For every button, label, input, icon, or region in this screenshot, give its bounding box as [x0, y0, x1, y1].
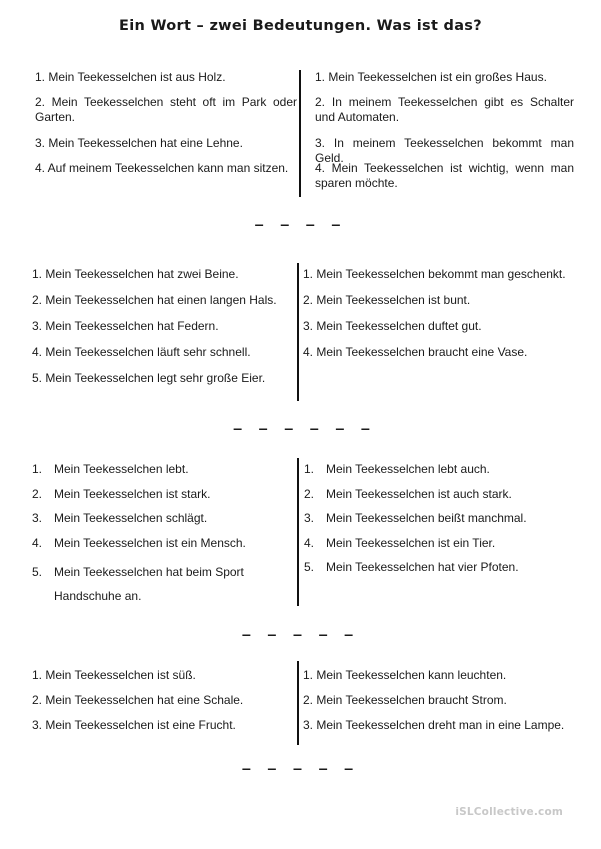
clue-line: 3. Mein Teekesselchen hat Federn. [32, 319, 219, 333]
clue-line: 4. Mein Teekesselchen ist wichtig, wenn man sparen möchte. [315, 161, 574, 190]
answer-blanks: _ _ _ _ _ [242, 751, 359, 770]
clue-line: 2. Mein Teekesselchen steht oft im Park oder Garten. [35, 95, 297, 124]
clue-number: 5. [32, 565, 43, 579]
clue-number: 3. [32, 511, 43, 525]
clue-line [32, 536, 292, 551]
clue-number: 4. [32, 536, 43, 550]
answer-blanks: _ _ _ _ [255, 207, 346, 226]
clue-number: 2. [304, 487, 315, 501]
clue-number: 5. [304, 560, 315, 574]
clue-line: 4. Mein Teekesselchen läuft sehr schnell. [32, 345, 251, 359]
clue-number: 4. [304, 536, 315, 550]
clue-text: Mein Teekesselchen lebt auch. [326, 462, 490, 476]
clue-line: 1. Mein Teekesselchen ist süß. [32, 668, 196, 682]
clue-line: 4. Auf meinem Teekesselchen kann man sitzen. [35, 161, 289, 175]
watermark: iSLCollective.com [455, 806, 563, 818]
clue-line: 3. In meinem Teekesselchen bekommt man Geld. [315, 136, 574, 165]
clue-text: Mein Teekesselchen hat beim Sport Handschuhe an. [54, 565, 244, 603]
clue-text: Mein Teekesselchen ist ein Mensch. [54, 536, 246, 550]
clue-text: Mein Teekesselchen ist ein Tier. [326, 536, 496, 550]
clue-line: 2. Mein Teekesselchen hat eine Schale. [32, 693, 244, 707]
clue-line: 3. Mein Teekesselchen duftet gut. [303, 319, 482, 333]
clue-line: 1. Mein Teekesselchen ist ein großes Haus. [315, 70, 547, 84]
column-divider [299, 70, 301, 197]
clue-line: 1. Mein Teekesselchen kann leuchten. [303, 668, 507, 682]
column-divider [297, 458, 299, 606]
column-divider [297, 661, 299, 745]
clue-number: 1. [304, 462, 315, 476]
clue-line [304, 560, 584, 575]
clue-line [32, 462, 292, 477]
answer-blanks: _ _ _ _ _ [242, 617, 359, 636]
clue-line: 1. Mein Teekesselchen bekommt man geschenkt. [303, 267, 566, 281]
clue-line: 2. Mein Teekesselchen hat einen langen Hals. [32, 293, 277, 307]
clue-text: Mein Teekesselchen schlägt. [54, 511, 208, 525]
clue-line: 2. Mein Teekesselchen ist bunt. [303, 293, 471, 307]
clue-line: 1. Mein Teekesselchen hat zwei Beine. [32, 267, 239, 281]
clue-line: 3. Mein Teekesselchen hat eine Lehne. [35, 136, 243, 150]
clue-number: 1. [32, 462, 43, 476]
column-divider [297, 263, 299, 401]
clue-line [304, 462, 584, 477]
clue-line: 2. Mein Teekesselchen braucht Strom. [303, 693, 507, 707]
clue-line: 1. Mein Teekesselchen ist aus Holz. [35, 70, 226, 84]
clue-line [32, 511, 292, 526]
clue-line: 3. Mein Teekesselchen ist eine Frucht. [32, 718, 236, 732]
clue-line: 2. In meinem Teekesselchen gibt es Schalter und Automaten. [315, 95, 574, 124]
clue-text: Mein Teekesselchen ist auch stark. [326, 487, 512, 501]
clue-line: 5. Mein Teekesselchen legt sehr große Eier. [32, 371, 266, 385]
clue-line [32, 487, 292, 502]
clue-line [304, 511, 584, 526]
clue-line: 3. Mein Teekesselchen dreht man in eine Lampe. [303, 718, 565, 732]
clue-line: 4. Mein Teekesselchen braucht eine Vase. [303, 345, 528, 359]
clue-line [304, 487, 584, 502]
clue-text: Mein Teekesselchen beißt manchmal. [326, 511, 527, 525]
clue-number: 2. [32, 487, 43, 501]
clue-line [304, 536, 584, 551]
clue-text: Mein Teekesselchen lebt. [54, 462, 189, 476]
clue-line [32, 560, 264, 608]
clue-number: 3. [304, 511, 315, 525]
clue-text: Mein Teekesselchen ist stark. [54, 487, 211, 501]
worksheet-title: Ein Wort – zwei Bedeutungen. Was ist das? [119, 18, 482, 34]
answer-blanks: _ _ _ _ _ _ [233, 411, 376, 430]
clue-text: Mein Teekesselchen hat vier Pfoten. [326, 560, 519, 574]
